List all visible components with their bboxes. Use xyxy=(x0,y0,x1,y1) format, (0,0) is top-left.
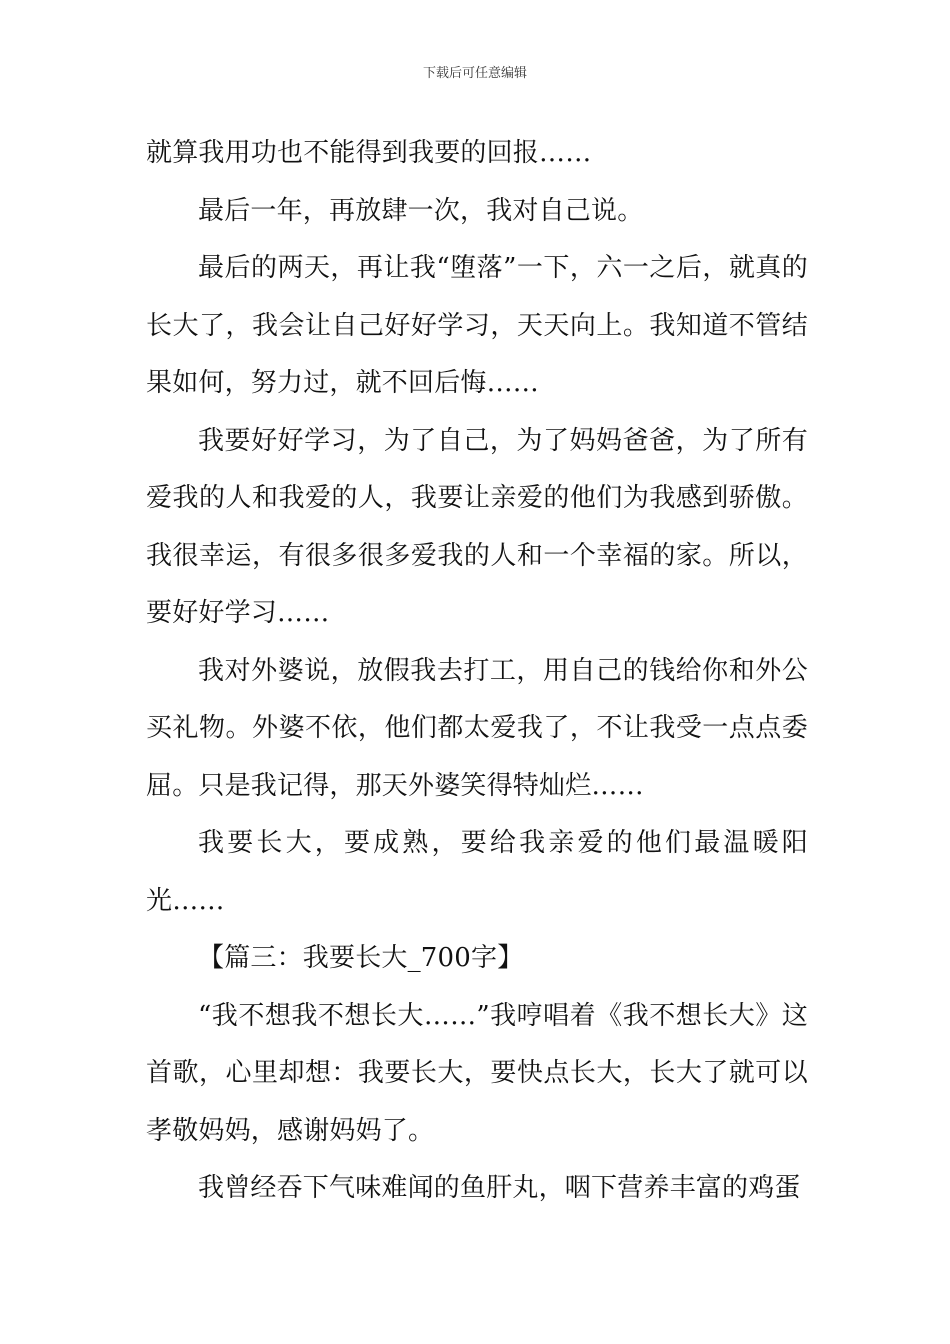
paragraph-5: 我对外婆说，放假我去打工，用自己的钱给你和外公买礼物。外婆不依，他们都太爱我了，不让我受一点点委屈。只是我记得，那天外婆笑得特灿烂…… xyxy=(146,655,808,801)
section-heading: 【篇三：我要长大_700字】 xyxy=(198,943,524,973)
paragraph-2: 最后一年，再放肆一次，我对自己说。 xyxy=(198,195,644,226)
paragraph-6: 我要长大，要成熟，要给我亲爱的他们最温暖阳光…… xyxy=(146,828,808,916)
paragraph-8: 我曾经吞下气味难闻的鱼肝丸，咽下营养丰富的鸡蛋 xyxy=(198,1173,801,1203)
paragraph-1: 就算我用功也不能得到我要的回报…… xyxy=(146,138,592,168)
paragraph-4: 我要好好学习，为了自己，为了妈妈爸爸，为了所有爱我的人和我爱的人，我要让亲爱的他们为我感到骄傲。我很幸运，有很多很多爱我的人和一个幸福的家。所以，要好好学习…… xyxy=(146,425,808,628)
document-body xyxy=(146,125,808,1218)
page-header: 下载后可任意编辑 xyxy=(422,66,527,81)
paragraph-7: “我不想我不想长大……”我哼唱着《我不想长大》这首歌，心里却想：我要长大，要快点长大，长大了就可以孝敬妈妈，感谢妈妈了。 xyxy=(146,1000,808,1146)
paragraph-3: 最后的两天，再让我“堕落”一下，六一之后，就真的长大了，我会让自己好好学习，天天向上。我知道不管结果如何，努力过，就不回后悔…… xyxy=(146,253,808,398)
